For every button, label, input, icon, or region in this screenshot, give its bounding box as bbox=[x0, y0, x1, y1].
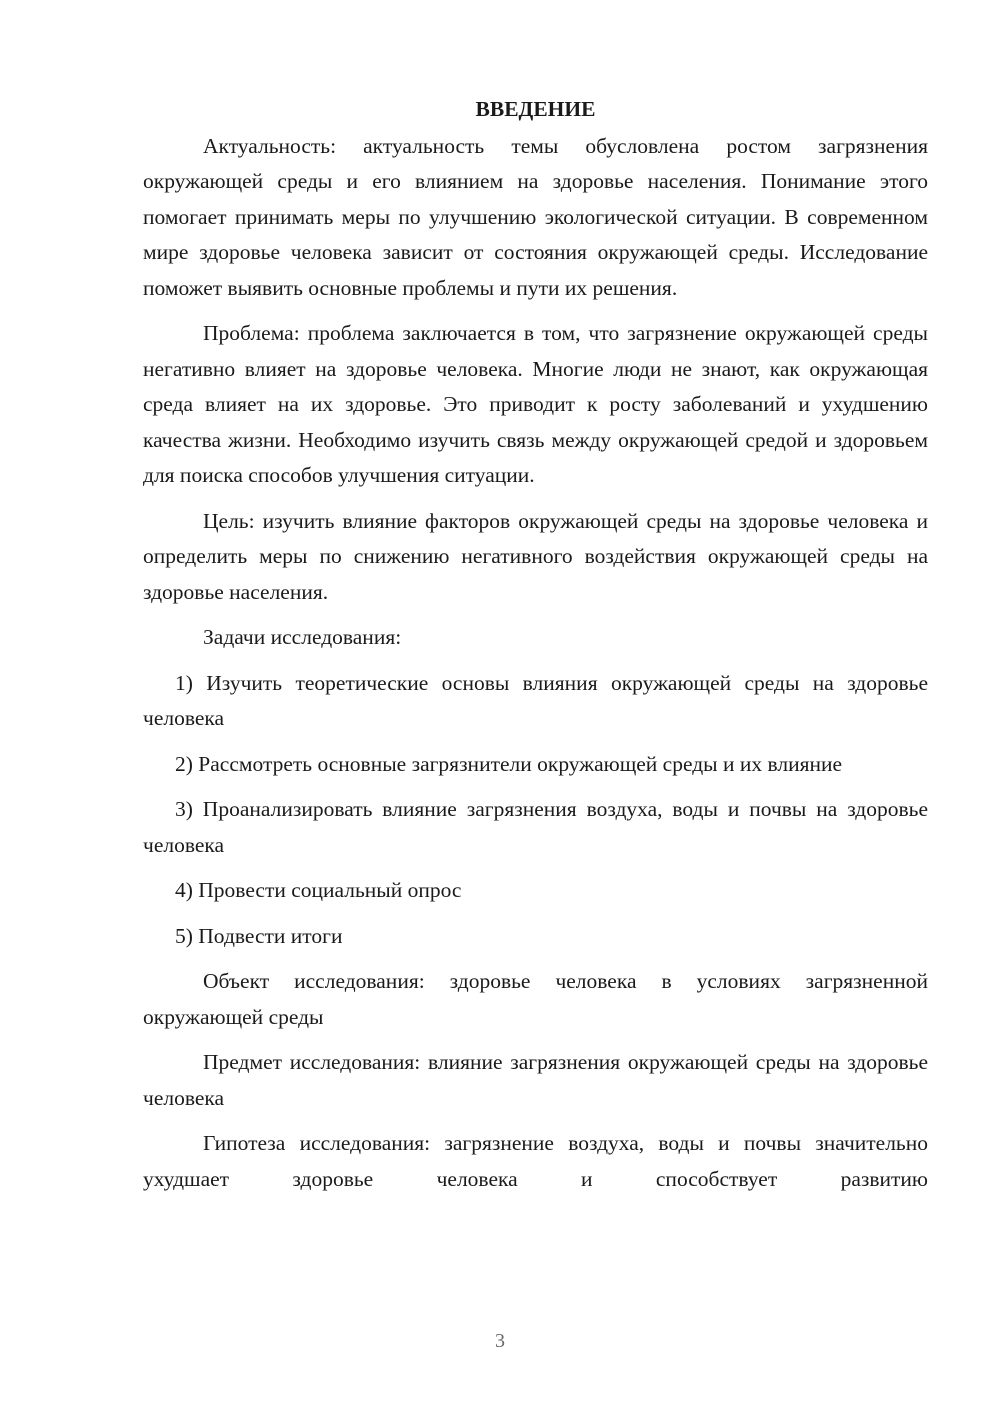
task-item-2: 2) Рассмотреть основные загрязнители окружающей среды и их влияние bbox=[175, 751, 843, 776]
task-item-1: 1) Изучить теоретические основы влияния окружающей среды на здоровье человека bbox=[143, 670, 928, 730]
paragraph-goal: Цель: изучить влияние факторов окружающей среды на здоровье человека и определить меры по снижению негативного воздействия окружающей среды на здоровье населения. bbox=[143, 508, 928, 604]
page-number: 3 bbox=[495, 1330, 505, 1352]
task-item-5: 5) Подвести итоги bbox=[175, 923, 343, 948]
paragraph-actuality: Актуальность: актуальность темы обусловлена ростом загрязнения окружающей среды и его влиянием на здоровье населения. Понимание этого помогает принимать меры по улучшению экологической ситуации. В современном мире здоровье человека зависит от состояния окружающей среды. Исследование поможет выявить основные проблемы и пути их решения. bbox=[143, 133, 928, 300]
task-item-4: 4) Провести социальный опрос bbox=[175, 878, 462, 902]
section-heading: ВВЕДЕНИЕ bbox=[475, 97, 596, 121]
paragraph-hypothesis: Гипотеза исследования: загрязнение воздуха, воды и почвы значительно ухудшает здоровье человека и способствует развитию bbox=[143, 1131, 928, 1191]
tasks-title: Задачи исследования: bbox=[203, 625, 402, 649]
paragraph-subject: Предмет исследования: влияние загрязнения окружающей среды на здоровье человека bbox=[143, 1050, 928, 1110]
paragraph-object: Объект исследования: здоровье человека в условиях загрязненной окружающей среды bbox=[143, 969, 928, 1029]
document-page bbox=[143, 92, 928, 1207]
task-item-3: 3) Проанализировать влияние загрязнения воздуха, воды и почвы на здоровье человека bbox=[143, 797, 928, 857]
paragraph-problem: Проблема: проблема заключается в том, что загрязнение окружающей среды негативно влияет на здоровье человека. Многие люди не знают, как окружающая среда влияет на их здоровье. Это приводит к росту заболеваний и ухудшению качества жизни. Необходимо изучить связь между окружающей средой и здоровьем для поиска способов улучшения ситуации. bbox=[143, 321, 928, 487]
